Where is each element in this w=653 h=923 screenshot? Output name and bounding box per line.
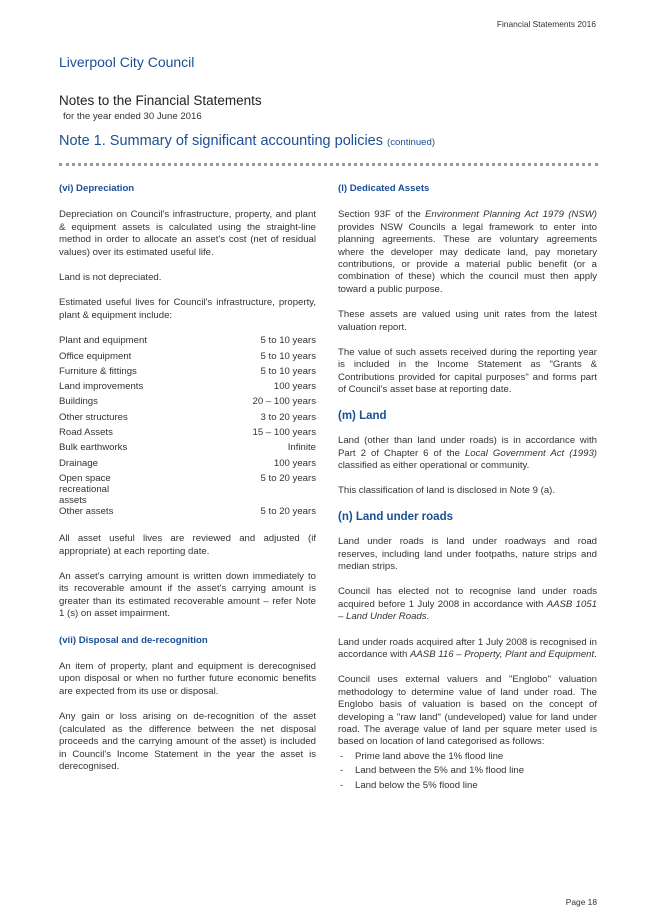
asset-class: Bulk earthworks — [59, 442, 128, 454]
paragraph — [338, 435, 597, 472]
section-heading-land: (m) Land — [338, 409, 387, 422]
paragraph: All asset useful lives are reviewed and adjusted (if appropriate) at each reporting date. — [59, 533, 316, 557]
paragraph: This classification of land is disclosed in Note 9 (a). — [338, 485, 556, 497]
table-row — [59, 506, 316, 521]
asset-class: Road Assets — [59, 427, 113, 439]
table-row — [59, 442, 316, 457]
text-run: Section 93F of the — [338, 209, 426, 221]
asset-class: Other structures — [59, 411, 128, 423]
paragraph: Council uses external valuers and "Englobo" valuation methodology to determine value of land under road. The Englobo basis of valuation is based on the concept of developing a "raw land" (undeveloped) value for land under road. The average value of land per square meter used is based on location of land categorised as follows: — [338, 674, 597, 748]
useful-life: 100 years — [273, 457, 316, 469]
paragraph: An asset's carrying amount is written down immediately to its recoverable amount if the asset's carrying amount is greater than its estimated recoverable amount – refer Note 1 (s) on asset impairment. — [59, 571, 316, 620]
act-title: Local Government Act (1993) — [464, 447, 597, 459]
section-heading-depreciation: (vi) Depreciation — [59, 183, 135, 194]
dotted-divider — [59, 163, 598, 166]
useful-life: 5 to 10 years — [260, 365, 316, 377]
section-heading-disposal: (vii) Disposal and de-recognition — [59, 634, 208, 646]
note-heading — [59, 135, 435, 149]
paragraph — [338, 209, 597, 296]
paragraph — [338, 637, 597, 662]
section-heading-dedicated-assets: (l) Dedicated Assets — [338, 183, 430, 194]
asset-class: Drainage — [59, 457, 98, 469]
paragraph: Land under roads is land under roadways and road reserves, including land under footpaths, nature strips and median strips. — [338, 536, 597, 572]
paragraph: The value of such assets received during the reporting year is included in the Income Statement as "Grants & Contributions provided for capital purposes" and forms part of Council's asset base at reporting date. — [338, 347, 597, 396]
text-run: . — [426, 611, 430, 623]
table-row — [59, 351, 316, 366]
text-run: Land under roads acquired after 1 July 2008 is recognised in accordance with — [338, 636, 597, 660]
asset-class: Office equipment — [59, 350, 132, 362]
table-row — [59, 473, 316, 506]
useful-life: Infinite — [287, 442, 316, 454]
standard-title: AASB 116 – Property, Plant and Equipment — [410, 648, 595, 660]
flood-line-list — [338, 751, 597, 792]
note-heading-text: Note 1. Summary of significant accounting policies — [59, 133, 383, 149]
table-row — [59, 458, 316, 473]
paragraph: Land is not depreciated. — [59, 272, 162, 284]
continued-label: (continued) — [387, 137, 436, 148]
notes-title: Notes to the Financial Statements — [59, 93, 262, 108]
text-run: Council has elected not to recognise land under roads acquired before 1 July 2008 in accordance with — [338, 586, 597, 610]
asset-class: Other assets — [59, 505, 114, 517]
asset-class: Plant and equipment — [59, 335, 148, 347]
section-heading-land-under-roads: (n) Land under roads — [338, 510, 453, 523]
useful-life: 20 – 100 years — [252, 396, 316, 408]
asset-class: Open space recreational assets — [59, 472, 111, 506]
text-run: classified as either operational or community. — [338, 459, 530, 471]
table-row — [59, 427, 316, 442]
useful-life: 5 to 20 years — [260, 472, 316, 484]
list-item: - Land between the 5% and 1% flood line — [338, 765, 597, 777]
asset-class: Land improvements — [59, 381, 144, 393]
page-number: Page 18 — [565, 897, 597, 907]
paragraph: These assets are valued using unit rates from the latest valuation report. — [338, 309, 597, 333]
right-column — [338, 183, 597, 794]
asset-class: Furniture & fittings — [59, 365, 137, 377]
paragraph: Estimated useful lives for Council's infrastructure, property, plant & equipment include: — [59, 297, 316, 321]
text-run: Land (other than land under roads) is in accordance with Part 2 of Chapter 6 of the — [338, 435, 597, 459]
running-header: Financial Statements 2016 — [496, 19, 596, 29]
table-row — [59, 335, 316, 350]
table-row — [59, 381, 316, 396]
paragraph: Any gain or loss arising on de-recognition of the asset (calculated as the difference between the net disposal proceeds and the carrying amount of the asset) is included in Council's Income Statement in the year the asset is derecognised. — [59, 711, 316, 772]
paragraph: An item of property, plant and equipment is derecognised upon disposal or when no further future economic benefits are expected from its use or disposal. — [59, 661, 316, 697]
council-name: Liverpool City Council — [59, 54, 195, 70]
act-title: Environment Planning Act 1979 (NSW) — [425, 209, 598, 221]
text-run: . — [594, 648, 597, 660]
asset-class: Buildings — [59, 396, 98, 408]
paragraph — [338, 586, 597, 623]
useful-life: 5 to 10 years — [260, 350, 316, 362]
table-row — [59, 366, 316, 381]
useful-life: 3 to 20 years — [260, 411, 316, 423]
list-item: - Prime land above the 1% flood line — [338, 751, 597, 763]
useful-lives-table — [59, 335, 316, 521]
useful-life: 100 years — [273, 381, 316, 393]
list-item: - Land below the 5% flood line — [338, 780, 597, 792]
paragraph: Depreciation on Council's infrastructure, property, and plant & equipment assets is calculated using the straight-line method in order to allocate an asset's cost (net of residual values) over its estimated useful life. — [59, 209, 316, 258]
useful-life: 5 to 20 years — [260, 505, 316, 517]
useful-life: 15 – 100 years — [252, 427, 316, 439]
text-run: provides NSW Councils a legal framework to enter into planning agreements. These are voluntary agreements where the developer may dedicate land, pay monetary contributions, or provide a material public benefit (or a combination of these) which the council must then apply toward a public purpose. — [338, 221, 597, 295]
table-row — [59, 396, 316, 411]
period-subtitle: for the year ended 30 June 2016 — [63, 111, 202, 122]
useful-life: 5 to 10 years — [260, 335, 316, 347]
left-column — [59, 183, 316, 786]
table-row — [59, 412, 316, 427]
standard-title: AASB 1051 – Land Under Roads — [338, 598, 597, 623]
